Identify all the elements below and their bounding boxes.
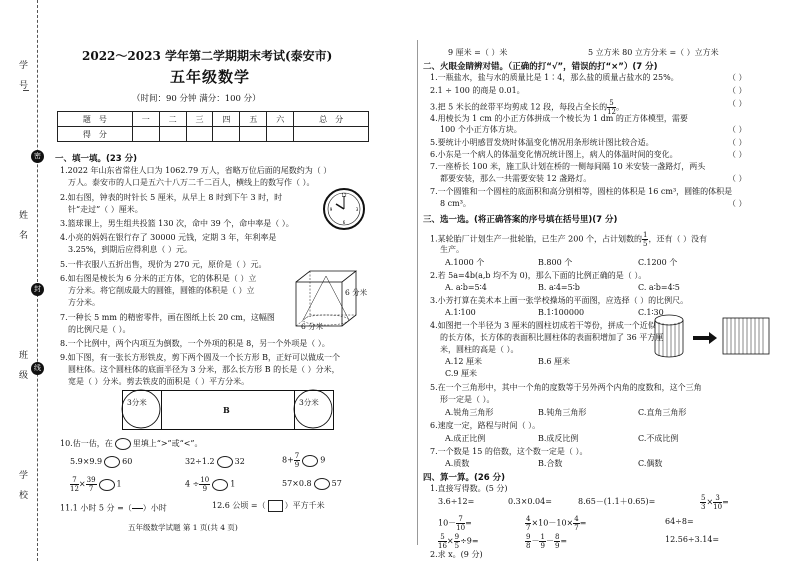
estimate-expr: 32÷1.2 [185,457,215,466]
answer-paren[interactable]: （ ） [728,138,747,147]
q10-prefix [60,438,203,450]
choice-option[interactable]: B.800 个 [538,258,573,267]
q6-line3: 方分米。 [68,298,100,307]
answer-paren[interactable]: （ ） [728,174,747,183]
q7-line2: 的比例尺是（ ）。 [68,325,131,334]
score-header-cell: 四 [213,112,240,127]
choice-option[interactable]: C.不成比例 [638,434,679,443]
estimate-3 [282,452,325,469]
choice-option[interactable]: A.锐角三角形 [445,408,494,417]
score-cell[interactable] [267,127,294,142]
fraction: $\frac{4}{7}$ [526,515,531,532]
estimate-expr: 8+ [282,455,294,465]
compare-circle [115,438,131,450]
calc-item-frac: 10－ $\frac{7}{10}$ = [438,515,472,532]
seal-mark-3: 线 [31,362,44,375]
cube-label-width: 6 分米 [301,322,324,331]
answer-paren[interactable]: （ ） [728,99,747,108]
judge-4-line2: 100 个小正方体方块。 [440,125,522,134]
choice-option[interactable]: B.6 厘米 [538,357,571,366]
fraction: $\frac{5}{3}$ [701,494,706,511]
judge-8-line1: 7.一个圆锥和一个圆柱的底面积和高分别相等，圆柱的体积是 16 cm³，圆锥的体积是 [430,187,733,196]
judge-3-text: 3.把 5 米长的丝带平均剪成 12 段，每段占全长的 [430,102,608,112]
estimate-rhs: 32 [234,457,245,466]
q8: 8.一个比例中，两个内项互为倒数，一个外项的积是 8，另一个外项是（ ）。 [60,339,330,348]
q9-line1: 9.如下图，有一张长方形铁皮，剪下两个圆及一个长方形 B，正好可以做成一个 [60,353,341,362]
fraction-blank[interactable] [132,500,143,517]
choice-option[interactable]: A. a∶b=5∶4 [445,283,487,292]
fraction: $\frac{9}{5}$ [454,533,460,550]
estimate-expr: 5.9×9.9 [70,457,103,466]
calc-item-frac: $\frac{9}{8}$ － $\frac{1}{9}$ － $\frac{8}{9}$ = [526,533,568,550]
choice-option[interactable]: C.1∶30 [638,308,664,317]
estimate-5: 4 ÷ $\frac{10}{9}$ 1 [185,476,236,493]
fraction: $\frac{39}{7}$ [86,476,96,493]
answer-circle[interactable] [314,478,330,490]
score-header-cell: 题 号 [58,112,133,127]
choice-option[interactable]: C.1200 个 [638,258,678,267]
calc-item: 0.3×0.04= [508,497,552,506]
choice-option[interactable]: B.钝角三角形 [538,408,587,417]
q2-line1: 2.如右图，钟表的时针长 5 厘米，从早上 8 时到下午 3 时，时 [60,193,283,202]
svg-text:6: 6 [342,220,346,225]
answer-circle[interactable] [212,479,228,491]
answer-paren[interactable]: （ ） [728,86,747,95]
q12-unit: ）平方千米 [284,501,325,510]
calc-instruction: 1.直接写得数。(5 分) [430,484,508,493]
choice-option[interactable]: B. a∶4=5∶b [538,283,580,292]
svg-text:12: 12 [341,193,347,198]
answer-circle[interactable] [99,479,115,491]
choice-5-line2: 形一定是（ ）。 [440,395,495,404]
calc-item-frac: $\frac{5}{3}$ × $\frac{3}{10}$ = [701,494,729,511]
svg-text:3: 3 [355,207,359,212]
estimate-4: $\frac{7}{12}$ × $\frac{39}{7}$ 1 [70,476,122,493]
fraction: $\frac{9}{8}$ [526,533,531,550]
judge-3: 3.把 5 米长的丝带平均剪成 12 段，每段占全长的 $\frac{5}{12}$ 。 [430,99,624,116]
judge-7-line1: 7.一座桥长 100 米，施工队计划在桥的一侧每间隔 10 米安装一盏路灯，两头 [430,162,706,171]
q1-line1: 1.2022 年山东省常住人口为 1062.79 万人，省略万位后面的尾数约为（ ） [60,166,332,175]
calc-item-frac: $\frac{4}{7}$ ×10－10× $\frac{4}{7}$ = [526,515,587,532]
q9-line3: 宽是（ ）分米。剪去铁皮的面积是（ ）平方分米。 [68,377,250,386]
choice-1-line2: 生产。 [440,245,464,254]
fraction: $\frac{7}{12}$ [70,476,79,493]
judge-7-line2: 都要安装，那么一共需要安装 12 盏路灯。 [440,174,592,183]
score-table [57,111,369,142]
page-divider [417,40,418,545]
school-label: 学 校 [17,470,27,503]
cylinder-figure [651,312,775,360]
score-header-cell: 五 [240,112,267,127]
choice-option[interactable]: C.偶数 [638,459,663,468]
q10-text2: 里填上“>”或“<”。 [132,439,203,448]
choice-option[interactable]: A.1∶100 [445,308,476,317]
q12 [212,500,325,512]
student-name-label: 姓 名 [17,210,27,243]
choice-4-line1: 4.如图把一个半径为 3 厘米的圆柱切成若干等份，拼成一个近似 [430,321,656,330]
clock-figure [322,187,366,231]
class-label: 班 级 [17,350,27,383]
q12-text: 12.6 公顷 =（ [212,501,266,510]
choice-4-line3: 米，圆柱的高是（ ）。 [440,345,519,354]
choice-option[interactable]: A.成正比例 [445,434,486,443]
choice-option[interactable]: B.合数 [538,459,563,468]
answer-circle[interactable] [217,456,233,468]
calc-item: 12.56÷3.14= [665,535,720,544]
section-1-title: 一、填一填。(23 分) [55,154,138,164]
cube-label-height: 6 分米 [345,288,368,297]
q1-line2: 万人。泰安市的人口是五六十八万二千二百人，横线上的数写作（ ）。 [68,178,315,187]
choice-option[interactable]: A.质数 [445,459,470,468]
calc-item: 64÷8= [665,517,694,526]
exam-title: 2022～2023 学年第二学期期末考试(泰安市) [82,49,333,63]
estimate-rhs: 1 [116,479,122,489]
score-header-cell: 一 [132,112,159,127]
q2-line2: 针“走过”（ ）厘米。 [68,205,143,214]
estimate-2 [185,456,245,468]
fraction: $\frac{10}{9}$ [200,476,210,493]
choice-3: 3.小芳打算在美术本上画一张学校操场的平面图，应选择（ ）的比例尺。 [430,296,689,305]
judge-8-line2: 8 cm³。 [440,199,471,208]
fraction: $\frac{7}{10}$ [456,515,466,532]
q11 [60,500,167,517]
answer-paren[interactable]: （ ） [728,199,747,208]
q4-line2: 3.25%，到期后应得利息（ ）元。 [68,245,192,254]
answer-paren[interactable]: （ ） [728,73,747,82]
section-2-title: 二、火眼金睛辨对错。（正确的打“√”，错误的打“×”）(7 分) [423,62,658,72]
fraction: $\frac{5}{12}$ [607,99,616,116]
estimate-rhs: 9 [320,455,326,465]
choice-option[interactable]: A.12 厘米 [445,357,483,366]
choice-2: 2.若 5a=4b(a,b 均不为 0)，那么下面的比例正确的是（ ）。 [430,271,647,280]
q10-text: 10.估一估，在 [60,439,113,448]
choice-5-line1: 5.在一个三角形中，其中一个角的度数等于另外两个内角的度数和，这个三角 [430,383,702,392]
answer-paren[interactable]: （ ） [728,150,747,159]
choice-1-text: 1.某轮胎厂计划生产一批轮胎，已生产 200 个，占计划数的 [430,234,642,244]
time-info: （时间：90 分钟 满分：100 分） [132,94,261,104]
conv-2: 5 立方米 80 立方分米 =（ ）立方米 [588,48,719,57]
answer-circle[interactable] [302,455,318,467]
calc-item-frac: $\frac{5}{16}$ × $\frac{9}{5}$ ÷9= [438,533,479,550]
seal-mark-1: 密 [31,150,44,163]
blank-line [23,90,29,91]
binding-strip [0,0,48,561]
score-header-cell: 六 [267,112,294,127]
choice-option[interactable]: B.1∶100000 [538,308,585,317]
score-header-cell: 总 分 [294,112,369,127]
judge-2: 2.1 ÷ 100 的商是 0.01。 [430,86,525,95]
score-row-label: 得 分 [58,127,133,142]
choice-1-line1 [430,231,707,248]
calc-item: 8.65－(1.1＋0.65)= [578,497,656,506]
fraction: $\frac{4}{7}$ [574,515,579,532]
choice-option[interactable]: A.1000 个 [445,258,485,267]
estimate-rhs: 1 [230,479,236,489]
q7-line1: 7.一种长 5 mm 的精密零件，画在图纸上长 20 cm，这幅图 [60,313,275,322]
fraction: $\frac{7}{9}$ [294,452,300,469]
answer-paren[interactable]: （ ） [728,125,747,134]
section-3-title: 三、选一选。(将正确答案的序号填在括号里)(7 分) [423,215,618,225]
choice-7: 7.一个数是 15 的倍数，这个数一定是（ ）。 [430,447,588,456]
estimate-6 [282,478,342,490]
radius-label-left: 3分米 [127,398,147,407]
q3: 3.篮球课上，男生组共投篮 130 次，命中 39 个，命中率是（ ）。 [60,219,294,228]
choice-option[interactable]: C.直角三角形 [638,408,687,417]
fraction: $\frac{1}{9}$ [540,533,545,550]
q9-line2: 圆柱体。这个圆柱体的底面半径为 3 分米，那么长方形 B 的长是（ ）分米， [68,365,340,374]
q6-line1: 6.如右图是棱长为 6 分米的正方体，它的体积是（ ）立 [60,274,257,283]
choice-6: 6.速度一定，路程与时间（ ）。 [430,421,541,430]
judge-1: 1.一瓶盐水，盐与水的质量比是 1∶4，那么盐的质量占盐水的 25%。 [430,73,679,82]
answer-box[interactable] [268,500,283,512]
q4-line1: 4.小亮的妈妈在银行存了 30000 元钱，定期 3 年，年利率是 [60,233,277,242]
choice-option[interactable]: C.9 厘米 [445,369,478,378]
score-cell[interactable] [294,127,369,142]
fraction: $\frac{8}{9}$ [554,533,560,550]
cut-line [37,0,38,561]
estimate-rhs: 60 [122,457,133,466]
student-number-label: 学 号 [17,60,27,93]
judge-6: 6.小东是一个病人的体温变化情况统计图上，病人的体温时间的变化。 [430,150,678,159]
q5: 5.一件衣服八五折出售，现价为 270 元，原价是（ ）元。 [60,260,267,269]
q11-text: 11.1 小时 5 分 =（ [60,503,132,513]
section-4-title: 四、算一算。(26 分) [423,473,506,483]
judge-5: 5.要统计小明感冒发烧时体温变化情况用条形统计图比较合适。 [430,138,654,147]
choice-option[interactable]: B.成反比例 [538,434,579,443]
score-cell[interactable] [213,127,240,142]
rect-b-label: B [223,405,230,415]
score-cell[interactable] [159,127,186,142]
radius-label-right: 3分米 [299,398,319,407]
subject-title: 五年级数学 [170,68,251,86]
estimate-rhs: 57 [331,479,342,488]
choice-4-line2: 的长方体，长方体的表面积比圆柱体的表面积增加了 36 平方厘 [440,333,664,342]
score-cell[interactable] [186,127,213,142]
score-cell[interactable] [240,127,267,142]
score-header-cell: 二 [159,112,186,127]
fraction: $\frac{1}{5}$ [643,231,648,248]
fraction: $\frac{5}{16}$ [438,533,447,550]
fraction: $\frac{3}{10}$ [713,494,723,511]
score-cell[interactable] [132,127,159,142]
judge-4-line1: 4.用棱长为 1 cm 的小正方体拼成一个棱长为 1 dm 的正方体模型，需要 [430,114,688,123]
answer-circle[interactable] [104,456,120,468]
score-header-cell: 三 [186,112,213,127]
q6-line2: 方分米。将它削成最大的圆锥，圆锥的体积是（ ）立 [68,286,255,295]
footer-left: 五年级数学试题 第 1 页(共 4 页) [128,523,238,532]
svg-text:9: 9 [329,207,333,212]
circles-figure [101,389,353,429]
choice-option[interactable]: C. a∶b=4∶5 [638,283,680,292]
calc-item: 3.6÷12= [438,497,475,506]
solve-x-instruction: 2.求 x。(9 分) [430,550,483,559]
q11-unit: ）小时 [142,503,167,513]
estimate-1 [70,456,132,468]
seal-mark-2: 封 [31,283,44,296]
conv-1: 9 厘米 =（ ）米 [448,48,508,57]
estimate-expr: 57×0.8 [282,479,312,488]
choice-1-text2: ，还有（ ）没有 [648,234,708,244]
